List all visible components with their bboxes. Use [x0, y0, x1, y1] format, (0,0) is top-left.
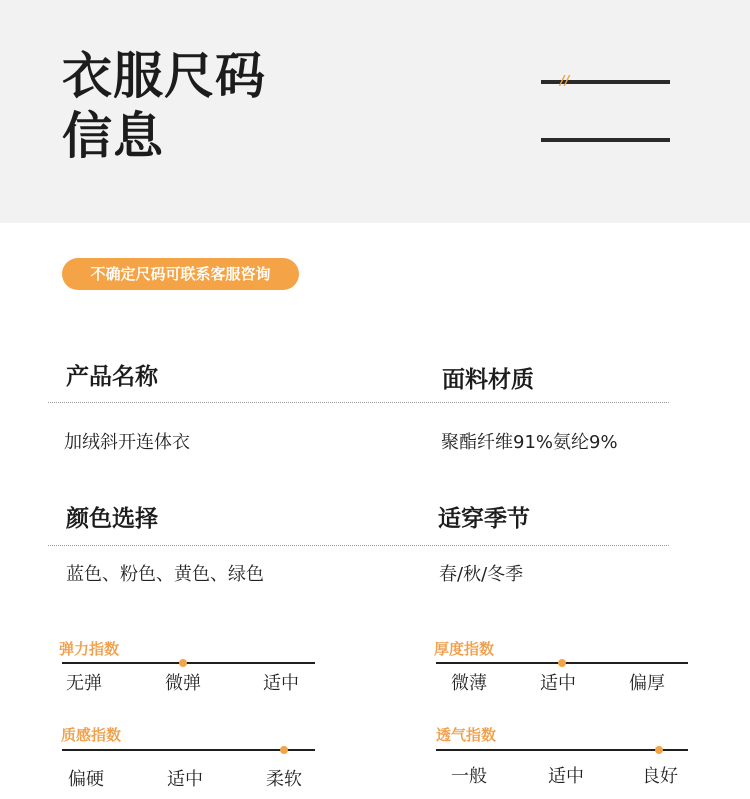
season-value: 春/秋/冬季 [439, 564, 524, 585]
texture-level-marker [280, 746, 288, 754]
texture-option-2: 适中 [167, 769, 203, 790]
thickness-level-marker [558, 659, 566, 667]
thickness-option-2: 适中 [540, 673, 576, 694]
elasticity-index-label: 弹力指数 [59, 640, 120, 658]
texture-option-1: 偏硬 [68, 769, 104, 790]
breathability-option-1: 一般 [451, 766, 487, 787]
breathability-level-marker [655, 746, 663, 754]
header-banner [0, 0, 750, 223]
thickness-option-1: 微薄 [451, 673, 487, 694]
decorative-line-bottom [541, 138, 670, 142]
breathability-option-3: 良好 [642, 766, 678, 787]
material-label: 面料材质 [442, 367, 534, 393]
texture-scale-bar [62, 749, 315, 751]
thickness-index-label: 厚度指数 [434, 640, 495, 658]
color-options-label: 颜色选择 [66, 506, 158, 532]
breathability-option-2: 适中 [548, 766, 584, 787]
elasticity-level-marker [179, 659, 187, 667]
elasticity-scale-bar [62, 662, 315, 664]
product-name-value: 加绒斜开连体衣 [64, 432, 190, 453]
breathability-index-label: 透气指数 [436, 726, 497, 744]
texture-index-label: 质感指数 [61, 726, 122, 744]
elasticity-option-2: 微弹 [165, 673, 201, 694]
material-value: 聚酯纤维91%氨纶9% [441, 432, 618, 453]
color-options-value: 蓝色、粉色、黄色、绿色 [66, 564, 264, 585]
texture-option-3: 柔软 [266, 769, 302, 790]
decorative-slash-mark: // [560, 74, 570, 89]
contact-service-notice: 不确定尺码可联系客服咨询 [62, 258, 299, 290]
divider-row-2 [48, 545, 669, 546]
divider-row-1 [48, 402, 669, 403]
page-title-line-1: 衣服尺码 [62, 47, 266, 105]
elasticity-option-1: 无弹 [66, 673, 102, 694]
thickness-option-3: 偏厚 [629, 673, 665, 694]
product-name-label: 产品名称 [66, 364, 158, 390]
elasticity-option-3: 适中 [263, 673, 299, 694]
page-title-line-2: 信息 [62, 107, 164, 165]
season-label: 适穿季节 [438, 506, 530, 532]
breathability-scale-bar [436, 749, 688, 751]
